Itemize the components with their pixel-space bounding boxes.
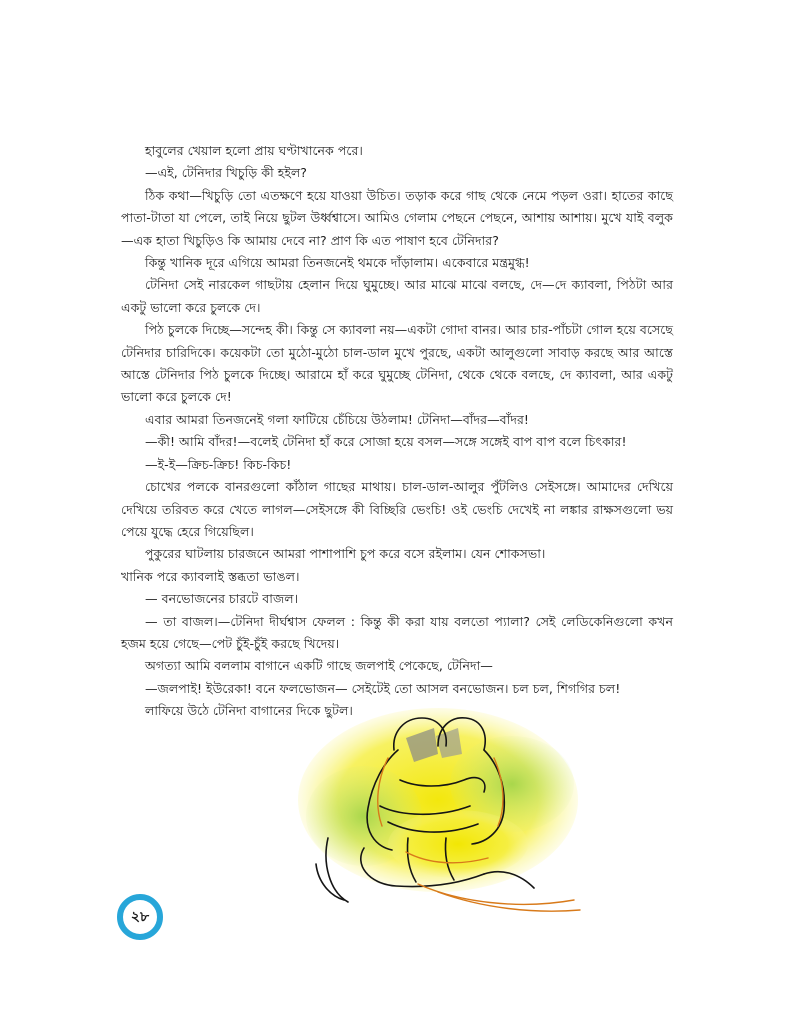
monkey-sketch-illustration [288, 688, 588, 918]
paragraph: এবার আমরা তিনজনেই গলা ফাটিয়ে চেঁচিয়ে উঠলাম! টেনিদা—বাঁদর—বাঁদর! [145, 411, 529, 427]
paragraph: ঠিক কথা—খিচুড়ি তো এতক্ষণে হয়ে যাওয়া উচিত। তড়াক করে গাছ থেকে নেমে পড়ল ওরা। হাতের কাছে পাতা-টাতা যা পেলে, তাই নিয়ে ছুটল উর্ধ্বশ্বাসে। আমিও গেলাম পেছনে পেছনে, আশায় আশায়। মুখে যাই বলুক—এক হাতা খিচুড়িও কি আমায় দেবে না? প্রাণ কি এত পাষাণ হবে টেনিদার? [121, 187, 673, 248]
paragraph: — তা বাজল।—টেনিদা দীর্ঘশ্বাস ফেলল : কিন্তু কী করা যায় বলতো প্যালা? সেই লেডিকেনিগুলো কখন হজম হয়ে গেছে—পেট চুঁই-চুঁই করছে খিদেয়। [121, 613, 673, 651]
paragraph: লাফিয়ে উঠে টেনিদা বাগানের দিকে ছুটল। [145, 703, 353, 719]
paragraph: —কী! আমি বাঁদর!—বলেই টেনিদা হাঁ করে সোজা হয়ে বসল—সঙ্গে সঙ্গেই বাপ বাপ বলে চিৎকার! [145, 434, 627, 450]
story-text [121, 140, 673, 723]
paragraph: কিন্তু খানিক দূরে এগিয়ে আমরা তিনজনেই থমকে দাঁড়ালাম। একেবারে মন্ত্রমুগ্ধ! [145, 255, 530, 271]
page-number: ২৮ [130, 909, 150, 925]
paragraph: —ই-ই—ক্রিচ-ক্রিচ! কিচ-কিচ! [145, 456, 292, 472]
paragraph: খানিক পরে ক্যাবলাই স্তব্ধতা ভাঙল। [121, 568, 300, 584]
page-number-badge [117, 894, 163, 940]
paragraph: হাবুলের খেয়াল হলো প্রায় ঘণ্টাখানেক পরে। [145, 143, 363, 158]
paragraph: —এই, টেনিদার খিচুড়ি কী হইল? [145, 165, 307, 181]
paragraph: চোখের পলকে বানরগুলো কাঁঠাল গাছের মাথায়। চাল-ডাল-আলুর পুঁটলিও সেইসঙ্গে। আমাদের দেখিয়ে দেখিয়ে তরিবত করে খেতে লাগল—সেইসঙ্গে কী বিচ্ছিরি ভেংচি! ওই ভেংচি দেখেই না লঙ্কার রাক্ষসগুলো ভয় পেয়ে যুদ্ধে হেরে গিয়েছিল। [121, 479, 673, 539]
paragraph: পুকুরের ঘাটলায় চারজনে আমরা পাশাপাশি চুপ করে বসে রইলাম। যেন শোকসভা। [145, 546, 546, 562]
paragraph: অগত্যা আমি বললাম বাগানে একটি গাছে জলপাই পেকেছে, টেনিদা— [145, 658, 493, 674]
paragraph: পিঠ চুলকে দিচ্ছে—সন্দেহ কী। কিন্তু সে ক্যাবলা নয়—একটা গোদা বানর। আর চার-পাঁচটা গোল হয়ে বসেছে টেনিদার চারিদিকে। কয়েকটা তো মুঠো-মুঠো চাল-ডাল মুখে পুরছে, একটা আলুগুলো সাবাড় করছে আর আস্তে আস্তে টেনিদার পিঠ চুলকে দিচ্ছে। আরামে হাঁ করে ঘুমুচ্ছে টেনিদা, থেকে থেকে বলছে, দে ক্যাবলা, আর একটু ভালো করে চুলকে দে! [121, 322, 673, 405]
paragraph: — বনভোজনের চারটে বাজল। [145, 591, 299, 607]
paragraph: টেনিদা সেই নারকেল গাছটায় হেলান দিয়ে ঘুমুচ্ছে। আর মাঝে মাঝে বলছে, দে—দে ক্যাবলা, পিঠটা আর একটু ভালো করে চুলকে দে। [121, 277, 673, 315]
paragraph: —জলপাই! ইউরেকা! বনে ফলভোজন— সেইটেই তো আসল বনভোজন। চল চল, শিগগির চল! [145, 680, 621, 696]
